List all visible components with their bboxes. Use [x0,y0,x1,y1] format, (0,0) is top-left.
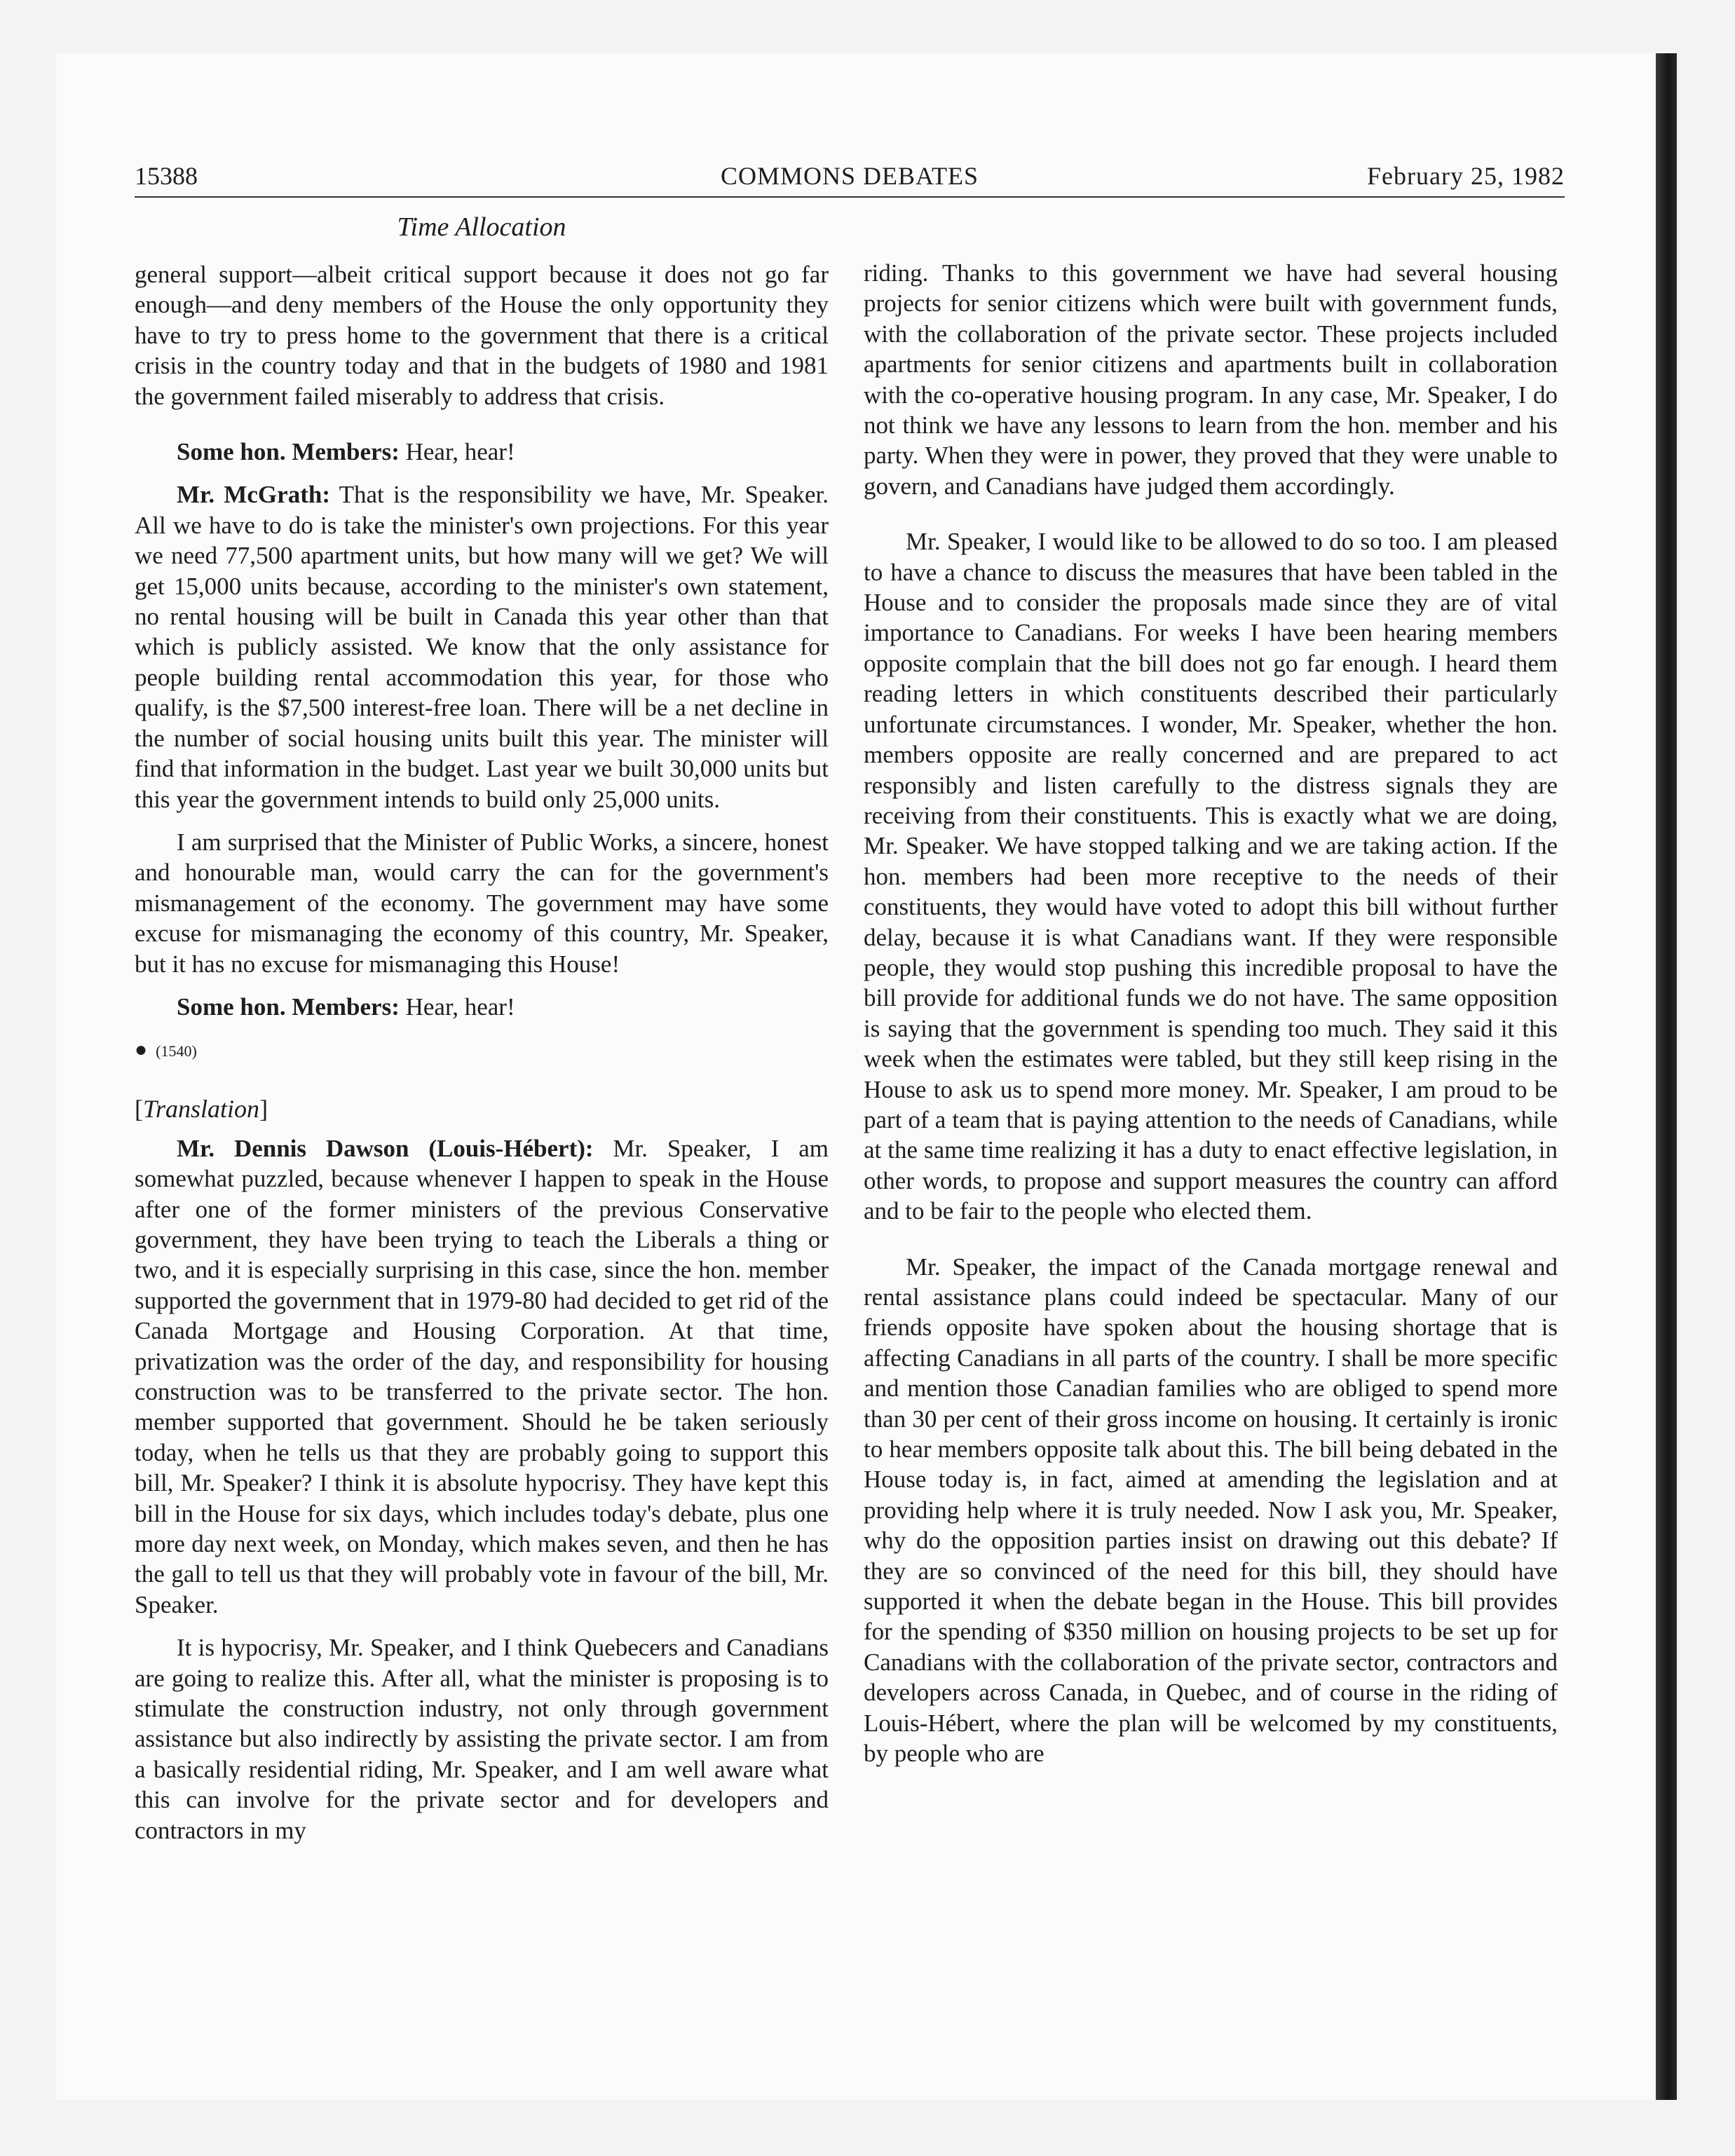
paragraph: It is hypocrisy, Mr. Speaker, and I think Quebecers and Canadians are going to realize this. After all, what the minister is proposing is to stimulate the construction industry, not only through government assistance but also indirectly by assisting the private sector. I am from a basically residential riding, Mr. Speaker, and I am well aware what this can involve for the private sector and for developers and contractors in my [135,1634,829,1844]
page-number: 15388 [135,162,198,190]
speaker-name: Some hon. Members: [177,438,400,466]
paragraph: I am surprised that the Minister of Public Works, a sincere, honest and honourable man, would carry the can for the government's mismanagement of the economy. The government may have some excuse for mismanaging the economy of this country, Mr. Speaker, but it has no excuse for mismanaging this House! [135,828,829,978]
speech-text: Hear, hear! [399,992,515,1021]
time-marker-text: (1540) [156,1042,197,1060]
speaker-name: Mr. McGrath: [177,481,330,509]
scan-edge-bar [1656,53,1677,2100]
running-title: COMMONS DEBATES [720,162,979,190]
translation-text: Translation [143,1095,260,1124]
interjection [135,437,829,467]
speaker-name: Some hon. Members: [177,992,400,1021]
bullet-icon: ● [135,1038,148,1062]
time-marker [135,1035,829,1066]
speech-paragraph [135,479,829,814]
paragraph: riding. Thanks to this government we have had several housing projects for senior citizens which were built with government funds, with the collaboration of the private sector. These projects included apartments for senior citizens and apartments built in collaboration with the co-operative housing program. In any case, Mr. Speaker, I do not think we have any lessons to learn from the hon. member and his party. When they were in power, they proved that they were unable to govern, and Canadians have judged them accordingly. [864,259,1558,500]
left-column [135,259,829,1858]
page-header [135,156,1565,198]
paragraph: general support—albeit critical support because it does not go far enough—and deny members of the House the only opportunity they have to try to press home to the government that there is a critical crisis in the country today and that in the budgets of 1980 and 1981 the government failed miserably to address that crisis. [135,261,829,410]
section-heading: Time Allocation [397,212,566,242]
speech-paragraph [135,1133,829,1621]
speech-text: Mr. Speaker, I am somewhat puzzled, because whenever I happen to speak in the House after one of the former ministers of the previous Conservative government, they have been trying to teach the Liberals a thing or two, and it is especially surprising in this case, since the hon. member supported the government that in 1979-80 had decided to get rid of the Canada Mortgage and Housing Corporation. At that time, privatization was the order of the day, and responsibility for housing construction was to be transferred to the private sector. The hon. member supported that government. Should he be taken seriously today, when he tells us that they are probably going to support this bill, Mr. Speaker? I think it is absolute hypocrisy. They have kept this bill in the House for six days, which includes today's debate, plus one more day next week, on Monday, which makes seven, and then he has the gall to tell us that they will probably vote in favour of the bill, Mr. Speaker. [135,1134,829,1618]
paragraph: Mr. Speaker, I would like to be allowed to do so too. I am pleased to have a chance to discuss the measures that have been tabled in the House and to consider the proposals made since they are of vital importance to Canadians. For weeks I have been hearing members opposite complain that the bill does not go far enough. I heard them reading letters in which constituents described their particularly unfortunate circumstances. I wonder, Mr. Speaker, whether the hon. members opposite are really concerned and are prepared to act responsibly and listen carefully to the distress signals they are receiving from their constituents. This is exactly what we are doing, Mr. Speaker. We have stopped talking and we are taking action. If the hon. members had been more receptive to the needs of their constituents, they would have voted to adopt this bill without further delay, because it is what Canadians want. If they were responsible people, they would stop pushing this incredible proposal to have the bill provide for additional funds we do not have. The same opposition is saying that the government is spending too much. They said it this week when the estimates were tabled, but they still keep rising in the House to ask us to spend more money. Mr. Speaker, I am proud to be part of a team that is paying attention to the needs of Canadians, while at the same time realizing it has a duty to enact effective legislation, in other words, to propose and support measures the country can afford and to be fair to the people who elected them. [864,528,1558,1225]
speech-text: That is the responsibility we have, Mr. Speaker. All we have to do is take the minister's own projections. For this year we need 77,500 apartment units, but how many will we get? We will get 15,000 units because, according to the minister's own statement, no rental housing will be built in Canada this year other than that which is publicly assisted. We know that the only assistance for people building rental accommodation this year, for those who qualify, is the $7,500 interest-free loan. There will be a net decline in the number of social housing units built this year. The minister will find that information in the budget. Last year we built 30,000 units but this year the government intends to build only 25,000 units. [135,481,829,813]
right-column [864,258,1558,1782]
speaker-name: Mr. Dennis Dawson (Louis-Hébert): [177,1134,594,1162]
header-date: February 25, 1982 [1367,162,1565,190]
speech-text: Hear, hear! [399,438,515,466]
interjection [135,992,829,1022]
paragraph: Mr. Speaker, the impact of the Canada mortgage renewal and rental assistance plans could indeed be spectacular. Many of our friends opposite have spoken about the housing shortage that is affecting Canadians in all parts of the country. I shall be more specific and mention those Canadian families who are obliged to spend more than 30 per cent of their gross income on housing. It certainly is ironic to hear members opposite talk about this. The bill being debated in the House today is, in fact, aimed at amending the legislation and at providing help where it is truly needed. Now I ask you, Mr. Speaker, why do the opposition parties insist on drawing out this debate? If they are so convinced of the need for this bill, they should have supported it when the debate began in the House. This bill provides for the spending of $350 million on housing projects to be set up for Canadians with the collaboration of the private sector, contractors and developers across Canada, in Quebec, and of course in the riding of Louis-Hébert, where the plan will be welcomed by my constituents, by people who are [864,1253,1558,1768]
translation-label: [Translation] [135,1095,268,1124]
